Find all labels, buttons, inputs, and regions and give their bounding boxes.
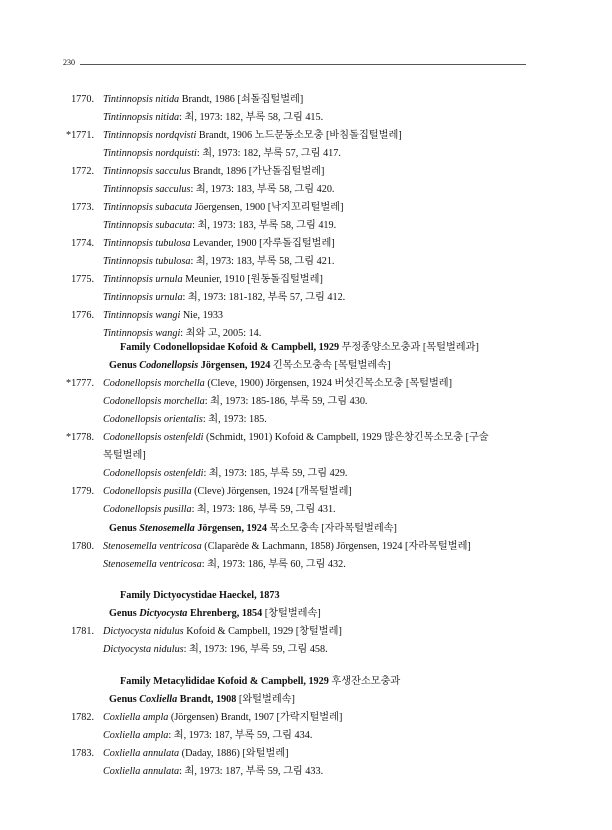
family-heading xyxy=(120,675,400,689)
taxon-name: Coxliella ampla xyxy=(103,730,169,741)
entry-text: : 최, 1973: 186, 부록 60, 그림 432. xyxy=(201,559,346,570)
taxon-name: Codonellopsis ostenfeldi xyxy=(103,468,204,479)
species-entry xyxy=(103,129,402,143)
entry-text: [와털벌레속] xyxy=(236,694,295,705)
taxon-name: Tintinnopsis subacuta xyxy=(103,202,193,213)
species-entry xyxy=(103,711,342,725)
taxon-name: Tintinnopsis nordquisti xyxy=(103,148,197,159)
species-number: 1782. xyxy=(71,712,94,723)
synonym-entry xyxy=(103,183,334,197)
species-entry xyxy=(103,93,303,107)
entry-text: Family Codonellopsidae Kofoid & Campbell, 1929 xyxy=(120,342,340,353)
entry-text: Jörgensen, 1924 xyxy=(198,360,271,371)
taxon-name: Codonellopsis morchella xyxy=(103,378,205,389)
species-entry xyxy=(103,309,223,323)
entry-text: Levander, 1900 [자루돌집털벌레] xyxy=(190,238,335,249)
entry-text: 후생잔소모충과 xyxy=(328,676,401,687)
taxon-name: Codonellopsis xyxy=(139,360,199,371)
species-number: 1783. xyxy=(71,748,94,759)
taxon-name: Stenosemella xyxy=(139,523,195,534)
entry-text: Genus xyxy=(109,523,140,534)
entry-text: Brandt, 1908 xyxy=(177,694,237,705)
species-number: 1775. xyxy=(71,274,94,285)
entry-text: : 최, 1973: 185-186, 부록 59, 그림 430. xyxy=(204,396,368,407)
synonym-entry xyxy=(103,643,328,657)
species-number: *1771. xyxy=(65,130,94,141)
synonym-entry xyxy=(103,395,367,409)
entry-text: : 최, 1973: 187, 부록 59, 그림 434. xyxy=(168,730,313,741)
taxon-name: Codonellopsis ostenfeldi xyxy=(103,432,204,443)
entry-text: : 최, 1973: 187, 부록 59, 그림 433. xyxy=(179,766,324,777)
synonym-entry xyxy=(103,327,261,341)
synonym-entry xyxy=(103,765,323,779)
entry-text: 목털벌레] xyxy=(103,450,146,461)
page-number: 230 xyxy=(63,58,75,67)
taxon-name: Tintinnopsis tubulosa xyxy=(103,238,191,249)
taxon-name: Coxliella annulata xyxy=(103,748,180,759)
entry-text: Ehrenberg, 1854 xyxy=(187,608,263,619)
synonym-entry xyxy=(103,729,312,743)
species-entry xyxy=(103,201,343,215)
taxon-name: Dictyocysta xyxy=(139,608,188,619)
taxon-name: Tintinnopsis subacuta xyxy=(103,220,193,231)
species-entry xyxy=(103,165,324,179)
synonym-entry xyxy=(103,219,336,233)
entry-text: 목소모충속 [자라목털벌레속] xyxy=(266,523,397,534)
species-entry xyxy=(103,237,335,251)
species-number: 1779. xyxy=(71,486,94,497)
entry-text: Family Metacylididae Kofoid & Campbell, 1929 xyxy=(120,676,329,687)
species-entry xyxy=(103,273,323,287)
entry-text: Family Dictyocystidae Haeckel, 1873 xyxy=(120,590,280,601)
taxon-name: Codonellopsis pusilla xyxy=(103,504,192,515)
genus-heading xyxy=(109,693,295,707)
taxon-name: Tintinnopsis wangi xyxy=(103,310,181,321)
species-entry xyxy=(103,431,489,445)
synonym-entry xyxy=(103,449,146,463)
taxon-name: Stenosemella ventricosa xyxy=(103,559,202,570)
taxon-name: Coxliella annulata xyxy=(103,766,180,777)
family-heading xyxy=(120,341,479,355)
entry-text: Brandt, 1986 [쇠돌집털벌레] xyxy=(179,94,304,105)
entry-text: : 최, 1973: 185. xyxy=(202,414,267,425)
taxon-name: Tintinnopsis nitida xyxy=(103,94,180,105)
header-rule xyxy=(80,64,526,65)
entry-text: Jöergensen, 1900 [낙지꼬리털벌레] xyxy=(192,202,344,213)
taxon-name: Tintinnopsis nordqvisti xyxy=(103,130,197,141)
entry-text: Genus xyxy=(109,608,140,619)
species-number: *1777. xyxy=(65,378,94,389)
entry-text: (Jörgensen) Brandt, 1907 [가락지털벌레] xyxy=(168,712,343,723)
entry-text: Genus xyxy=(109,360,140,371)
taxon-name: Codonellopsis morchella xyxy=(103,396,205,407)
species-entry xyxy=(103,377,452,391)
species-number: 1770. xyxy=(71,94,94,105)
species-number: 1774. xyxy=(71,238,94,249)
synonym-entry xyxy=(103,413,267,427)
species-number: 1773. xyxy=(71,202,94,213)
genus-heading xyxy=(109,607,321,621)
species-number: 1780. xyxy=(71,541,94,552)
entry-text: : 최, 1973: 183, 부록 58, 그림 419. xyxy=(192,220,337,231)
taxon-name: Codonellopsis orientalis xyxy=(103,414,203,425)
entry-text: : 최, 1973: 182, 부록 58, 그림 415. xyxy=(179,112,324,123)
entry-text: (Claparède & Lachmann, 1858) Jörgensen, 1924 [자라목털벌레] xyxy=(201,541,471,552)
entry-text: Kofoid & Campbell, 1929 [창털벌레] xyxy=(183,626,342,637)
species-entry xyxy=(103,485,352,499)
taxon-name: Tintinnopsis urnula xyxy=(103,274,183,285)
taxon-name: Tintinnopsis tubulosa xyxy=(103,256,191,267)
entry-text: : 최, 1973: 182, 부록 57, 그림 417. xyxy=(196,148,341,159)
entry-text: (Schmidt, 1901) Kofoid & Campbell, 1929 많은창긴목소모충 [구술 xyxy=(203,432,489,443)
entry-text: Brandt, 1896 [가난돌집털벌레] xyxy=(190,166,325,177)
entry-text: 긴목소모충속 [목털벌레속] xyxy=(270,360,391,371)
taxon-name: Tintinnopsis urnula xyxy=(103,292,183,303)
synonym-entry xyxy=(103,558,346,572)
entry-text: (Daday, 1886) [와털벌레] xyxy=(179,748,289,759)
entry-text: (Cleve) Jörgensen, 1924 [개목털벌레] xyxy=(191,486,352,497)
entry-text: : 최, 1973: 186, 부록 59, 그림 431. xyxy=(191,504,336,515)
entry-text: Jörgensen, 1924 xyxy=(194,523,267,534)
species-entry xyxy=(103,540,471,554)
taxon-name: Stenosemella ventricosa xyxy=(103,541,202,552)
entry-text: : 최, 1973: 183, 부록 58, 그림 421. xyxy=(190,256,335,267)
entry-text: Genus xyxy=(109,694,140,705)
synonym-entry xyxy=(103,111,323,125)
entry-text: : 최, 1973: 181-182, 부록 57, 그림 412. xyxy=(182,292,346,303)
taxon-name: Dictyocysta nidulus xyxy=(103,644,184,655)
entry-text: : 최, 1973: 183, 부록 58, 그림 420. xyxy=(190,184,335,195)
entry-text: (Cleve, 1900) Jörgensen, 1924 버섯긴목소모충 [목털벌레] xyxy=(204,378,453,389)
synonym-entry xyxy=(103,503,336,517)
taxon-name: Tintinnopsis wangi xyxy=(103,328,181,339)
genus-heading xyxy=(109,522,397,536)
entry-text: : 최, 1973: 196, 부록 59, 그림 458. xyxy=(183,644,328,655)
entry-text: Nie, 1933 xyxy=(180,310,224,321)
entry-text: [창털벌레속] xyxy=(262,608,321,619)
taxon-name: Codonellopsis pusilla xyxy=(103,486,192,497)
entry-text: Meunier, 1910 [원동돌집털벌레] xyxy=(182,274,323,285)
synonym-entry xyxy=(103,147,341,161)
taxon-name: Coxliella xyxy=(139,694,178,705)
taxon-name: Tintinnopsis sacculus xyxy=(103,166,191,177)
genus-heading xyxy=(109,359,390,373)
entry-text: 무정종양소모충과 [목털벌레과] xyxy=(339,342,479,353)
taxon-name: Tintinnopsis nitida xyxy=(103,112,180,123)
synonym-entry xyxy=(103,291,345,305)
synonym-entry xyxy=(103,255,334,269)
species-number: *1778. xyxy=(65,432,94,443)
family-heading xyxy=(120,589,280,603)
species-number: 1776. xyxy=(71,310,94,321)
taxon-name: Dictyocysta nidulus xyxy=(103,626,184,637)
species-entry xyxy=(103,747,289,761)
species-entry xyxy=(103,625,342,639)
taxon-name: Coxliella ampla xyxy=(103,712,169,723)
species-number: 1781. xyxy=(71,626,94,637)
entry-text: : 최, 1973: 185, 부록 59, 그림 429. xyxy=(203,468,348,479)
species-number: 1772. xyxy=(71,166,94,177)
taxon-name: Tintinnopsis sacculus xyxy=(103,184,191,195)
synonym-entry xyxy=(103,467,347,481)
entry-text: Brandt, 1906 노드문동소모충 [바침돌집털벌레] xyxy=(196,130,402,141)
entry-text: : 최와 고, 2005: 14. xyxy=(180,328,262,339)
